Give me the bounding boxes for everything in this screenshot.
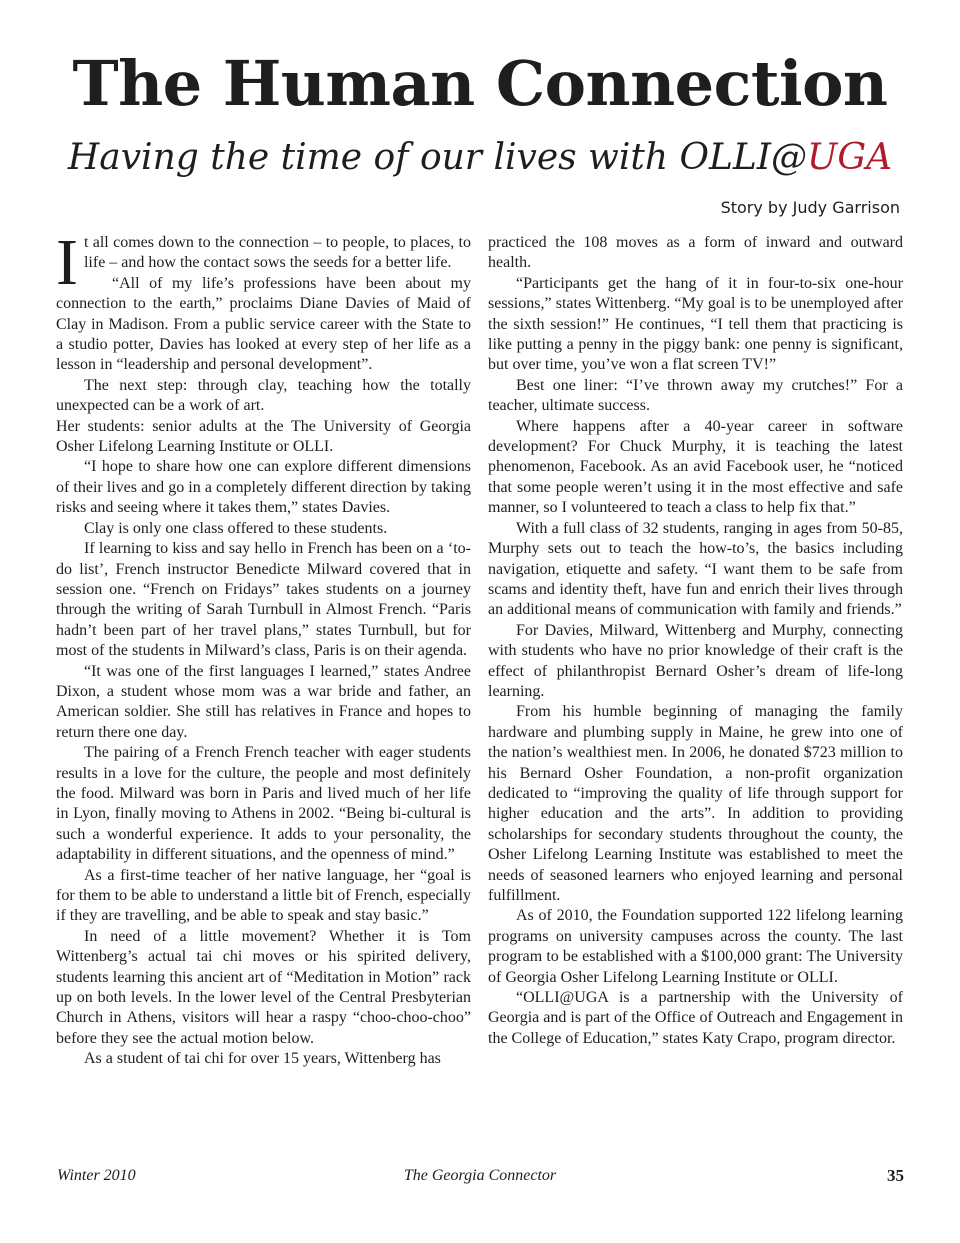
paragraph: Her students: senior adults at the The University of Georgia Osher Lifelong Learning Institute or OLLI. <box>56 417 471 456</box>
paragraph: “It was one of the first languages I learned,” states Andree Dixon, a student whose mom was a war bride and father, an American soldier. She still has relatives in France and hopes to return there one day. <box>56 662 471 741</box>
paragraph: “All of my life’s professions have been about my connection to the earth,” proclaims Diane Davies of Maid of Clay in Madison. From a public service career with the State to a studio potter, Davies has looked at every step of her life as a lesson in “leadership and personal development”. <box>56 274 471 374</box>
paragraph: “Participants get the hang of it in four-to-six one-hour sessions,” states Wittenberg. “My goal is to be unemployed after the sixth session!” He continues, “I tell them that practicing is like putting a penny in the piggy bank: one penny is significant, but over time, you’ve won a flat screen TV!” <box>488 274 903 374</box>
drop-cap: I <box>56 226 78 299</box>
paragraph: From his humble beginning of managing the family hardware and plumbing supply in Maine, he grew into one of the nation’s wealthiest men. In 2006, he donated $723 million to his Bernard Osher Foundation, a non-profit organization dedicated to “improving the quality of life through support for higher education and the arts”. In addition to providing scholarships for secondary students throughout the county, the Osher Lifelong Learning Institute was established to meet the needs of seasoned learners who enjoyed learning and personal fulfillment. <box>488 703 903 904</box>
paragraph: The pairing of a French French teacher with eager students results in a love for the culture, the people and most definitely the food. Milward was born in Paris and lived much of her life in Lyon, finally moving to Athens in 2002. “Being bi-cultural is such a wonderful experience. It adds to your personality, the adaptability in different situations, and the openness of mind.” <box>56 744 471 864</box>
footer-publication: The Georgia Connector <box>403 1167 557 1184</box>
subtitle-text: Having the time of our lives with OLLI@ <box>67 137 808 178</box>
paragraph <box>56 226 471 299</box>
byline: Story by Judy Garrison <box>720 198 900 217</box>
paragraph: practiced the 108 moves as a form of inward and outward health. <box>488 234 903 272</box>
article-subtitle <box>0 134 960 182</box>
article-column-right <box>488 233 903 1049</box>
subtitle-accent: UGA <box>807 137 893 178</box>
paragraph-text: t all comes down to the connection – to people, to places, to life – and how the contact sows the seeds for a better life. <box>83 234 471 272</box>
paragraph: If learning to kiss and say hello in French has been on a ‘to-do list’, French instructor Benedicte Milward covered that in session one. “French on Fridays” takes students on a journey through the writing of Sarah Turnbull in Almost French. “Paris hadn’t been part of her travel plans,” states Turnbull, but for most of the students in Milward’s class, Paris is on their agenda. <box>56 540 471 660</box>
paragraph: For Davies, Milward, Wittenberg and Murphy, connecting with students who have no prior knowledge of their craft is the effect of philanthropist Bernard Osher’s dream of life-long learning. <box>488 621 903 700</box>
paragraph: “I hope to share how one can explore different dimensions of their lives and go in a completely different direction by taking risks and seeing where it takes them,” states Davies. <box>56 458 471 517</box>
paragraph: The next step: through clay, teaching how the totally unexpected can be a work of art. <box>56 376 471 415</box>
paragraph: Clay is only one class offered to these students. <box>84 519 388 537</box>
article-title: The Human Connection <box>72 47 888 120</box>
paragraph: “OLLI@UGA is a partnership with the University of Georgia and is part of the Office of Outreach and Engagement in the College of Education,” states Katy Crapo, program director. <box>488 989 903 1047</box>
page-number: 35 <box>887 1166 904 1185</box>
paragraph: With a full class of 32 students, ranging in ages from 50-85, Murphy sets out to teach the how-to’s, the basics including navigation, etiquette and safety. “I want them to be safe from scams and identity theft, have fun and enrich their lives through an additional means of communication with family and friends.” <box>488 519 903 619</box>
paragraph: As of 2010, the Foundation supported 122 lifelong learning programs on university campuses across the county. The last program to be established with a $100,000 grant: The University of Georgia Osher Lifelong Learning Institute or OLLI. <box>488 907 903 986</box>
paragraph: As a first-time teacher of her native language, her “goal is for them to be able to understand a little bit of French, especially if they are travelling, and be able to speak and stay basic.” <box>56 866 471 925</box>
paragraph: Best one liner: “I’ve thrown away my crutches!” For a teacher, ultimate success. <box>488 376 903 415</box>
paragraph: Where happens after a 40-year career in software development? For Chuck Murphy, it is teaching the latest phenomenon, Facebook. As an avid Facebook user, he “noticed that some people weren’t using it in the most effective and safe manner, so I volunteered to teach a class to help fix that.” <box>488 417 903 517</box>
article-column-left <box>56 226 471 1070</box>
footer-issue: Winter 2010 <box>57 1167 136 1184</box>
paragraph: As a student of tai chi for over 15 years, Wittenberg has <box>84 1050 441 1068</box>
paragraph: In need of a little movement? Whether it is Tom Wittenberg’s actual tai chi moves or his spirited delivery, students learning this ancient art of “Meditation in Motion” rack up on both levels. In the lower level of the Central Presbyterian Church in Athens, visitors will hear a raspy “choo-choo-choo” before they see the actual motion below. <box>56 927 471 1047</box>
